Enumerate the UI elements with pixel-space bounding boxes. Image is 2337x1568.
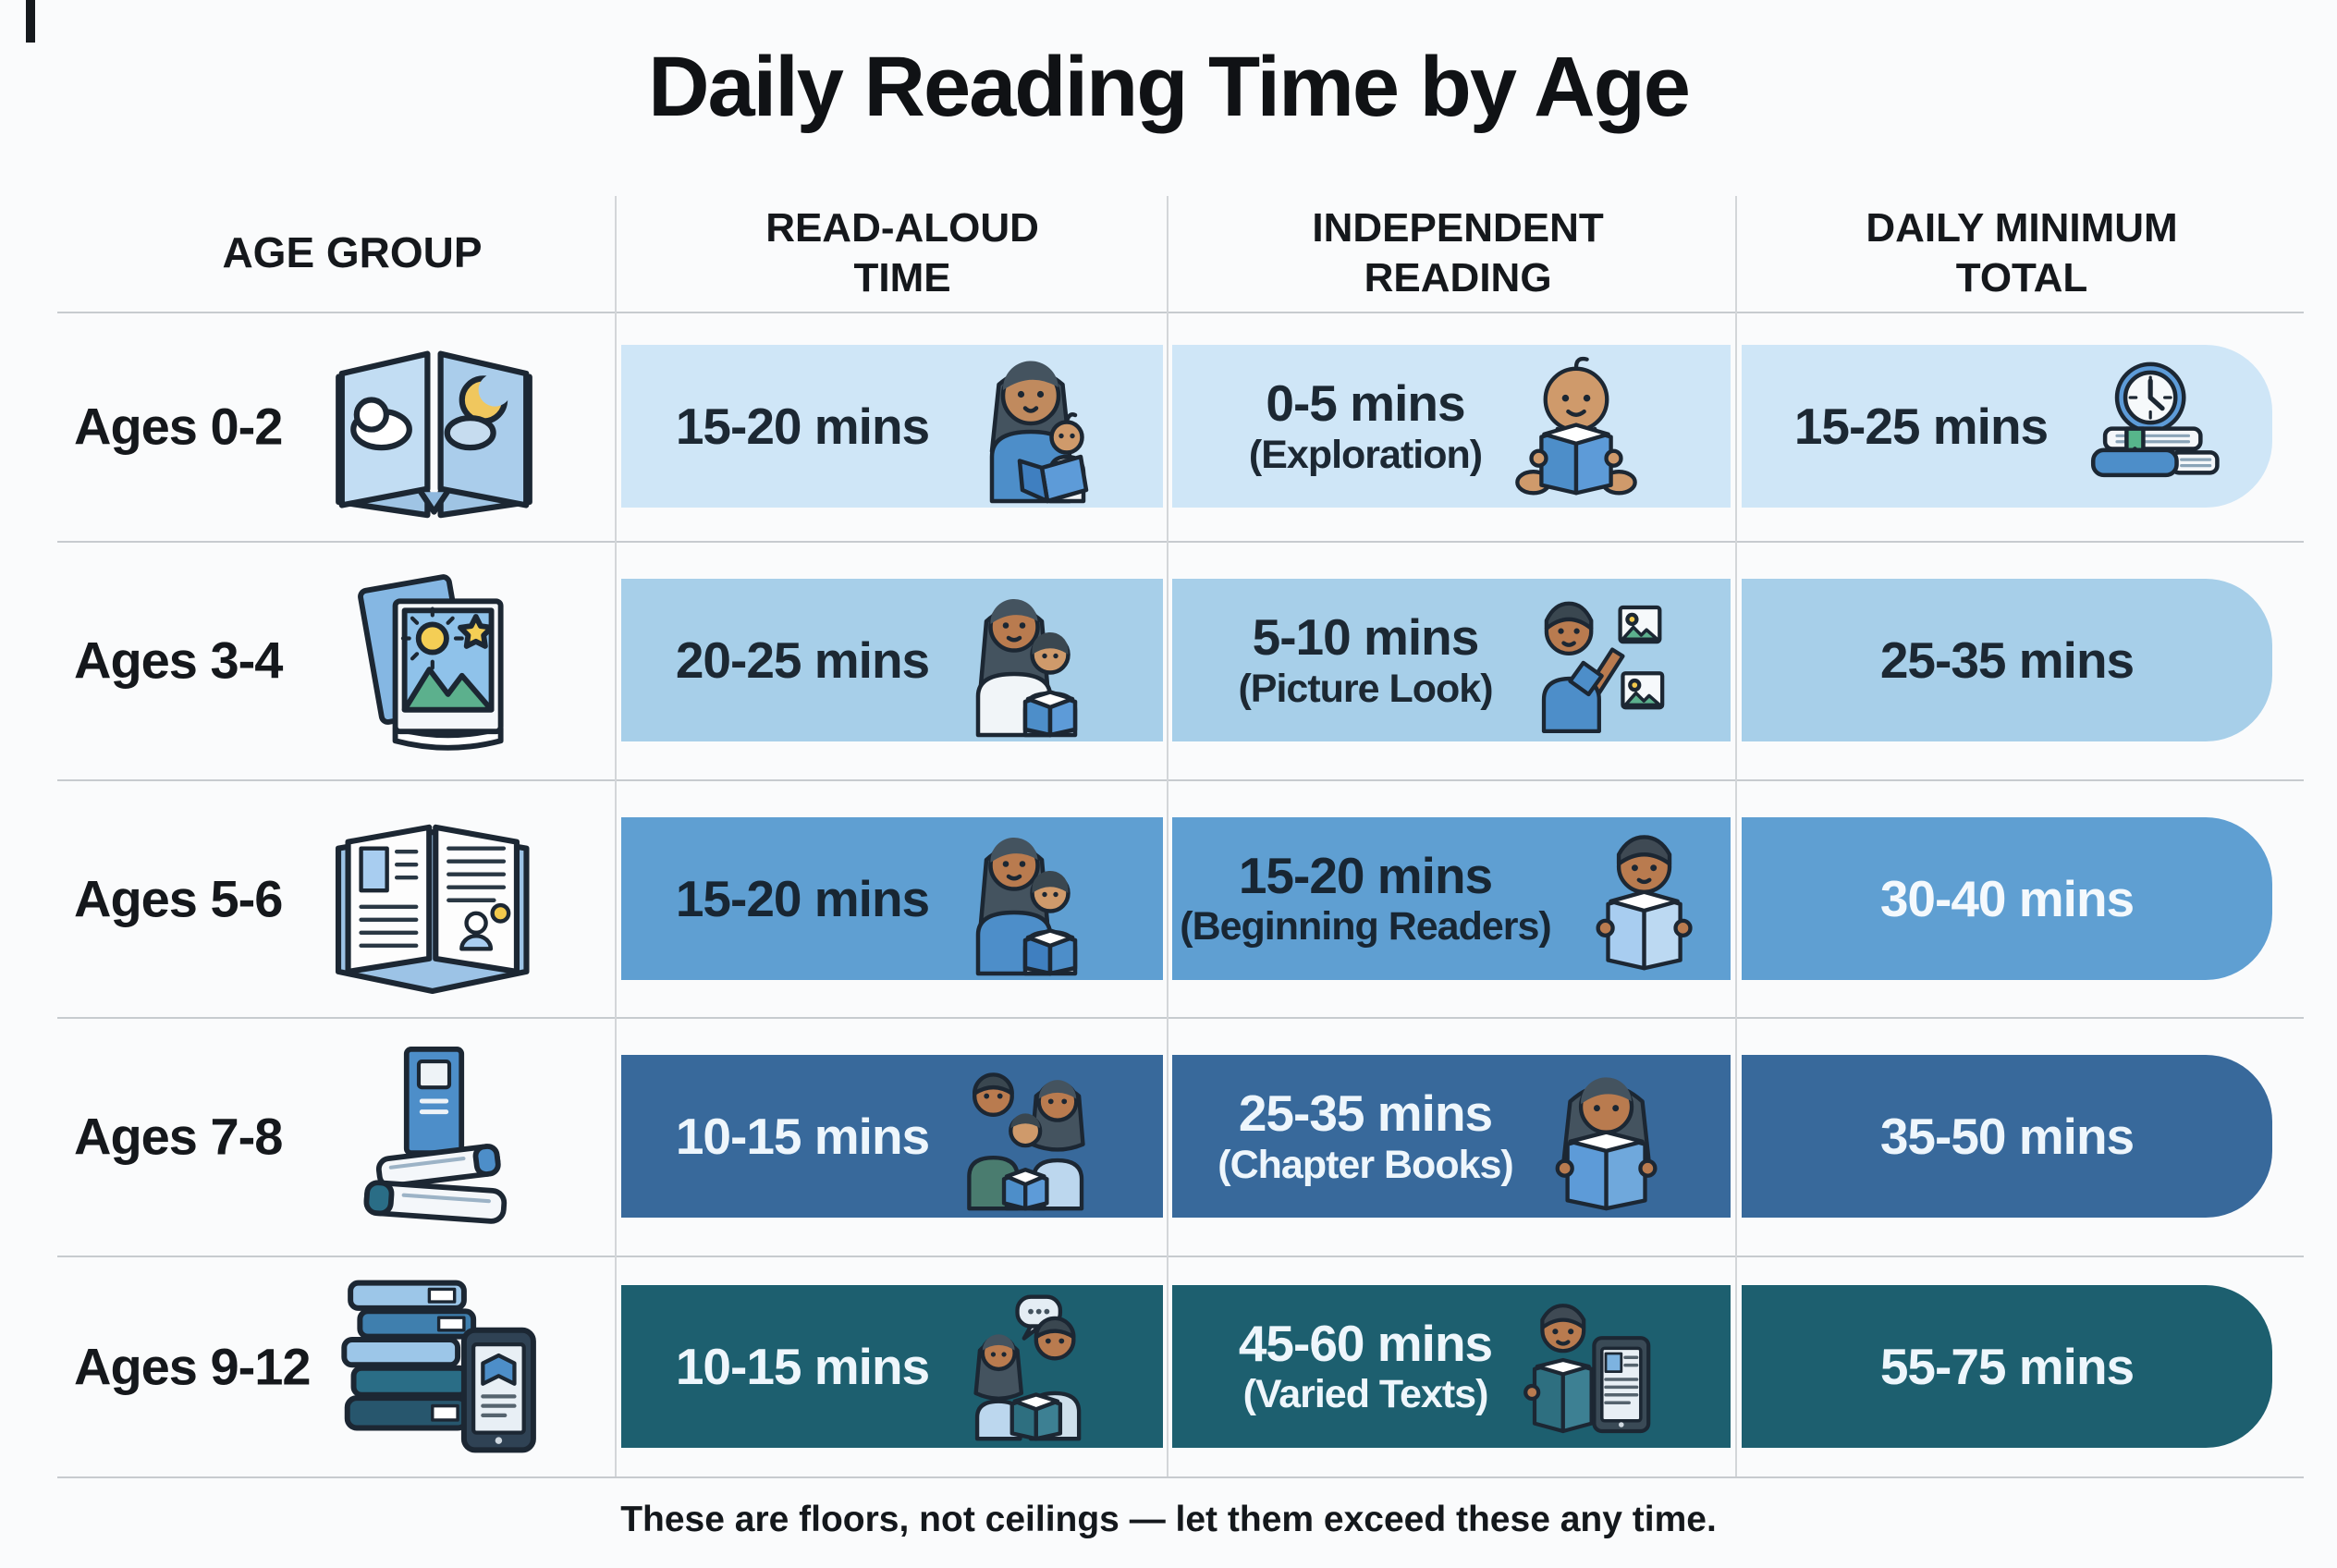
- parents-talk-reading-icon: [953, 1289, 1108, 1444]
- column-header-independent: INDEPENDENT READING: [1312, 204, 1604, 300]
- girl-reading-icon: [1530, 1061, 1685, 1211]
- table-row-ages-0-2: [0, 312, 2337, 541]
- age-group-label: Ages 0-2: [74, 397, 283, 456]
- books-and-ereader-icon: [325, 1270, 543, 1463]
- baby-reading-icon: [1499, 351, 1654, 501]
- open-textbook-icon: [325, 802, 543, 995]
- independent-value: 25-35 mins: [1238, 1084, 1493, 1143]
- cell-total: [1742, 817, 2272, 980]
- column-header-total: DAILY MINIMUM TOTAL: [1866, 204, 2178, 300]
- total-value: 35-50 mins: [1879, 1108, 2135, 1165]
- table-row-ages-5-6: [0, 779, 2337, 1017]
- cell-independent: [1172, 579, 1731, 741]
- independent-note: (Picture Look): [1238, 666, 1493, 711]
- cell-read-aloud: [621, 817, 1163, 980]
- cell-total: [1742, 345, 2272, 508]
- scan-artifact: [26, 0, 35, 43]
- divider: [57, 1476, 2304, 1478]
- cell-total: [1742, 1055, 2272, 1218]
- family-reading-icon: [953, 1059, 1108, 1214]
- age-group-label: Ages 3-4: [74, 631, 283, 690]
- parent-child-reading-icon: [953, 582, 1108, 738]
- independent-note: (Chapter Books): [1217, 1142, 1513, 1187]
- clock-on-books-icon: [2072, 352, 2220, 500]
- boy-reading-icon: [1568, 824, 1723, 974]
- read-aloud-value: 15-20 mins: [675, 869, 930, 927]
- total-value: 15-25 mins: [1793, 398, 2049, 455]
- boy-tablet-reading-icon: [1509, 1292, 1664, 1441]
- independent-note: (Exploration): [1248, 432, 1483, 477]
- independent-value: 5-10 mins: [1252, 608, 1479, 667]
- parent-child-reading-icon: [953, 821, 1108, 976]
- page-title: Daily Reading Time by Age: [648, 40, 1689, 134]
- cell-read-aloud: [621, 579, 1163, 741]
- independent-note: (Beginning Readers): [1180, 904, 1551, 949]
- cell-total: [1742, 579, 2272, 741]
- cell-independent: [1172, 1285, 1731, 1448]
- age-group-label: Ages 9-12: [74, 1337, 311, 1395]
- total-value: 25-35 mins: [1879, 631, 2135, 689]
- read-aloud-value: 10-15 mins: [675, 1108, 930, 1165]
- independent-value: 15-20 mins: [1238, 846, 1493, 904]
- table-row-ages-7-8: [0, 1017, 2337, 1256]
- cell-independent: [1172, 817, 1731, 980]
- independent-value: 45-60 mins: [1238, 1314, 1493, 1372]
- cell-read-aloud: [621, 345, 1163, 508]
- child-pointing-pictures-icon: [1510, 585, 1665, 735]
- age-group-label: Ages 7-8: [74, 1107, 283, 1166]
- cell-read-aloud: [621, 1055, 1163, 1218]
- footer-note: These are floors, not ceilings — let them exceed these any time.: [620, 1500, 1717, 1539]
- open-book-clouds-moon-icon: [325, 330, 543, 522]
- column-header-read-aloud: READ-ALOUD TIME: [765, 204, 1039, 300]
- age-group-label: Ages 5-6: [74, 869, 283, 927]
- read-aloud-value: 20-25 mins: [675, 631, 930, 689]
- read-aloud-value: 15-20 mins: [675, 398, 930, 455]
- read-aloud-value: 10-15 mins: [675, 1337, 930, 1395]
- picture-books-icon: [325, 564, 543, 756]
- total-value: 30-40 mins: [1879, 869, 2135, 927]
- table-header: [57, 196, 2304, 310]
- cell-independent: [1172, 1055, 1731, 1218]
- cell-independent: [1172, 345, 1731, 508]
- independent-value: 0-5 mins: [1266, 374, 1465, 433]
- table-row-ages-9-12: [0, 1256, 2337, 1476]
- column-header-age-group: AGE GROUP: [222, 228, 483, 277]
- parent-baby-reading-icon: [953, 349, 1108, 504]
- book-stack-icon: [325, 1040, 543, 1232]
- cell-total: [1742, 1285, 2272, 1448]
- total-value: 55-75 mins: [1879, 1337, 2135, 1395]
- cell-read-aloud: [621, 1285, 1163, 1448]
- independent-note: (Varied Texts): [1242, 1372, 1488, 1417]
- table-row-ages-3-4: [0, 541, 2337, 779]
